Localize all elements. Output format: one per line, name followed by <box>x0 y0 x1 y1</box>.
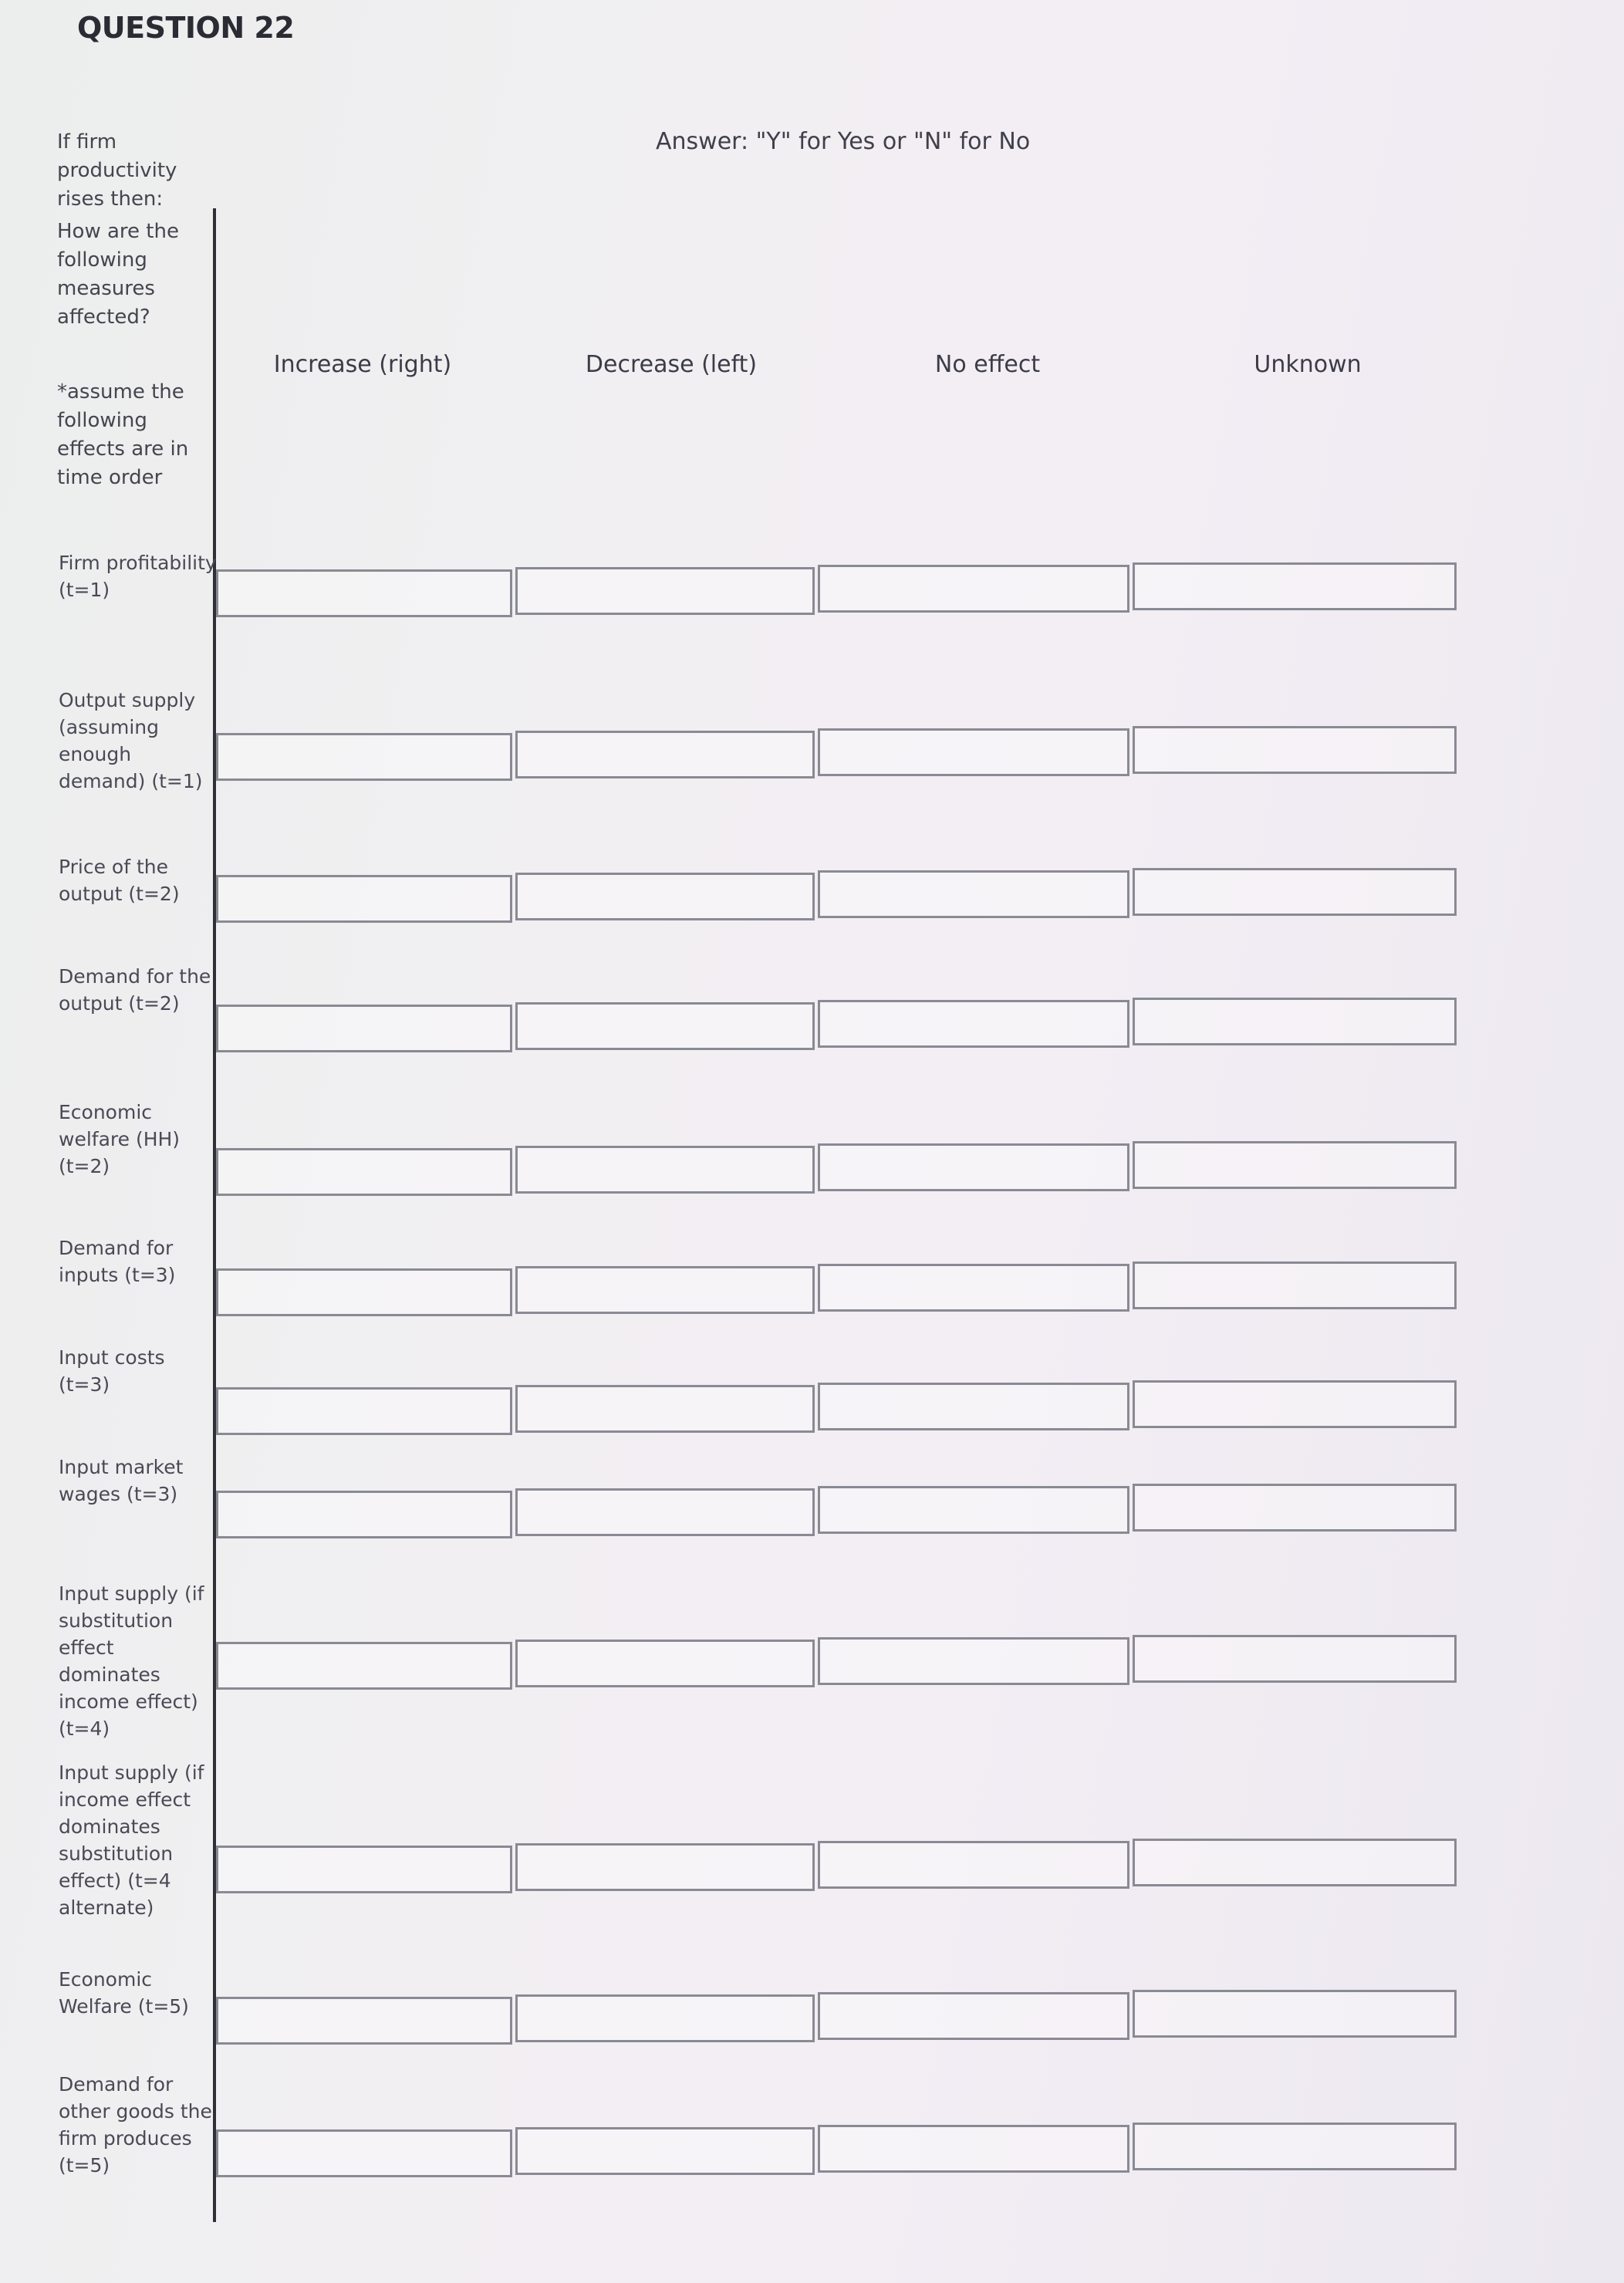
answer-input-decrease[interactable] <box>515 2127 815 2175</box>
answer-input-unknown[interactable] <box>1133 1141 1457 1189</box>
answer-input-increase[interactable] <box>216 875 512 923</box>
answer-input-unknown[interactable] <box>1133 1635 1457 1683</box>
row-label: Input supply (if substitution effect dominates income effect) (t=4) <box>59 1582 204 1740</box>
answer-input-increase[interactable] <box>216 1846 512 1893</box>
row-label: Output supply (assuming enough demand) (t=1) <box>59 689 203 792</box>
answer-input-unknown[interactable] <box>1133 1380 1457 1428</box>
answer-input-decrease[interactable] <box>515 1002 815 1050</box>
answer-input-unknown[interactable] <box>1133 868 1457 916</box>
answer-input-decrease[interactable] <box>515 1640 815 1687</box>
answer-input-decrease[interactable] <box>515 1266 815 1314</box>
answer-input-no-effect[interactable] <box>818 1841 1129 1889</box>
row-label: Input market wages (t=3) <box>59 1456 184 1505</box>
answer-input-unknown[interactable] <box>1133 562 1457 610</box>
answer-input-no-effect[interactable] <box>818 1992 1129 2040</box>
column-header-decrease: Decrease (left) <box>585 351 758 378</box>
answer-input-decrease[interactable] <box>515 1488 815 1536</box>
row-label: Demand for inputs (t=3) <box>59 1237 176 1286</box>
row-label: Firm profitability (t=1) <box>59 552 217 601</box>
question-title: QUESTION 22 <box>77 11 295 45</box>
answer-input-increase[interactable] <box>216 1148 512 1196</box>
answer-input-no-effect[interactable] <box>818 1264 1129 1312</box>
row-label: Demand for the output (t=2) <box>59 965 211 1015</box>
row-label: Input costs (t=3) <box>59 1346 165 1396</box>
column-header-unknown: Unknown <box>1254 351 1362 378</box>
answer-input-decrease[interactable] <box>515 873 815 920</box>
column-header-no-effect: No effect <box>934 351 1041 378</box>
answer-input-unknown[interactable] <box>1133 1990 1457 2038</box>
intro-prompt: How are the following measures affected? <box>57 220 179 329</box>
answer-input-no-effect[interactable] <box>818 728 1129 776</box>
intro-premise: If firm productivity rises then: <box>57 130 177 211</box>
row-label: Demand for other goods the firm produces (t=5) <box>59 2073 212 2177</box>
row-label: Price of the output (t=2) <box>59 856 180 905</box>
answer-input-unknown[interactable] <box>1133 1261 1457 1309</box>
answer-input-increase[interactable] <box>216 569 512 617</box>
answer-input-no-effect[interactable] <box>818 1000 1129 1048</box>
answer-input-no-effect[interactable] <box>818 565 1129 613</box>
row-label: Economic Welfare (t=5) <box>59 1968 189 2018</box>
answer-input-unknown[interactable] <box>1133 726 1457 774</box>
column-header-increase: Increase (right) <box>273 351 452 378</box>
answer-input-no-effect[interactable] <box>818 870 1129 918</box>
answer-input-decrease[interactable] <box>515 567 815 615</box>
answer-input-decrease[interactable] <box>515 731 815 778</box>
row-label: Economic welfare (HH) (t=2) <box>59 1101 181 1177</box>
answer-input-no-effect[interactable] <box>818 1486 1129 1534</box>
answer-input-no-effect[interactable] <box>818 1383 1129 1430</box>
answer-input-increase[interactable] <box>216 1491 512 1538</box>
answer-input-unknown[interactable] <box>1133 998 1457 1045</box>
answer-input-unknown[interactable] <box>1133 1484 1457 1532</box>
answer-input-no-effect[interactable] <box>818 1143 1129 1191</box>
answer-input-increase[interactable] <box>216 733 512 781</box>
row-label: Input supply (if income effect dominates substitution effect) (t=4 alternate) <box>59 1761 204 1919</box>
answer-input-no-effect[interactable] <box>818 1637 1129 1685</box>
answer-input-unknown[interactable] <box>1133 2123 1457 2170</box>
answer-input-decrease[interactable] <box>515 1843 815 1891</box>
answer-input-increase[interactable] <box>216 1387 512 1435</box>
answer-input-increase[interactable] <box>216 1642 512 1690</box>
answer-input-decrease[interactable] <box>515 1994 815 2042</box>
answer-input-unknown[interactable] <box>1133 1839 1457 1886</box>
answer-input-increase[interactable] <box>216 1268 512 1316</box>
answer-input-decrease[interactable] <box>515 1385 815 1433</box>
answer-input-no-effect[interactable] <box>818 2125 1129 2173</box>
answer-input-increase[interactable] <box>216 1997 512 2045</box>
answer-instruction: Answer: "Y" for Yes or "N" for No <box>656 128 1031 155</box>
answer-input-increase[interactable] <box>216 2129 512 2177</box>
answer-input-increase[interactable] <box>216 1005 512 1052</box>
intro-note: *assume the following effects are in time order <box>57 380 189 489</box>
answer-input-decrease[interactable] <box>515 1146 815 1194</box>
